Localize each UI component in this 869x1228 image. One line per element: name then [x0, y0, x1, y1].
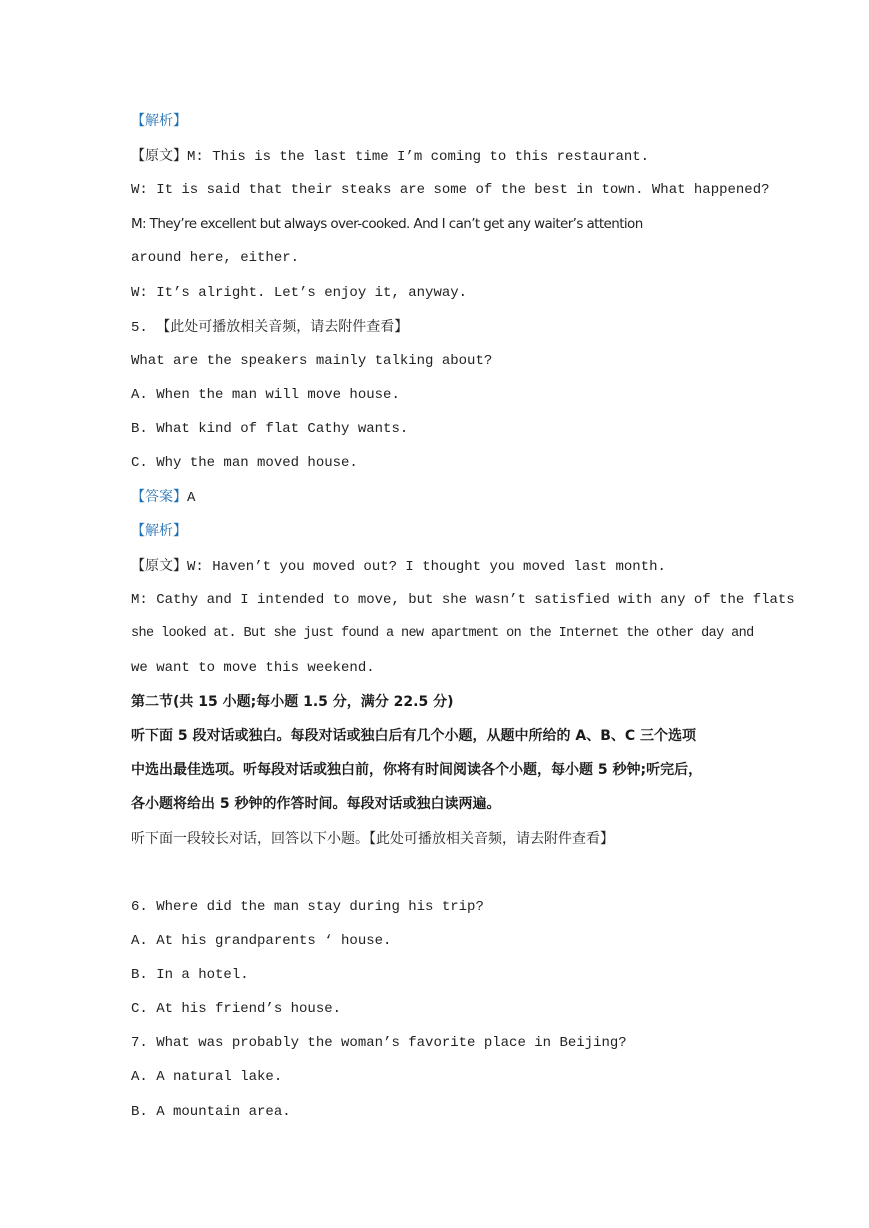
section-instructions: 各小题将给出 5 秒钟的作答时间。每段对话或独白读两遍。	[131, 796, 501, 812]
section-instructions: 中选出最佳选项。听每段对话或独白前，你将有时间阅读各个小题，每小题 5 秒钟;听完后，	[131, 762, 703, 778]
option-a: A. When the man will move house.	[131, 387, 400, 403]
option-b: B. A mountain area.	[131, 1104, 291, 1120]
answer-value: A	[187, 490, 196, 506]
option-b: B. In a hotel.	[131, 967, 249, 983]
transcript-line: W: It’s alright. Let’s enjoy it, anyway.	[131, 285, 468, 301]
question-7-text: 7. What was probably the woman’s favorite place in Beijing?	[131, 1035, 627, 1051]
audio-note: 【此处可播放相关音频，请去附件查看】	[156, 319, 409, 335]
question-6-text: 6. Where did the man stay during his trip?	[131, 899, 484, 915]
transcript-line: around here, either.	[131, 250, 300, 266]
transcript-text: W: Haven’t you moved out? I thought you moved last month.	[187, 559, 666, 575]
transcript-tag: 【原文】	[131, 558, 187, 574]
section-title: 第二节(共 15 小题;每小题 1.5 分，满分 22.5 分)	[131, 694, 454, 710]
option-c: C. At his friend’s house.	[131, 1001, 342, 1017]
transcript-tag: 【原文】	[131, 148, 187, 164]
transcript-line: W: It is said that their steaks are some of the best in town. What happened?	[131, 182, 770, 198]
question-5-header	[131, 317, 408, 338]
transcript-text: M: This is the last time I’m coming to this restaurant.	[187, 149, 650, 165]
transcript-line: M: Cathy and I intended to move, but she wasn’t satisfied with any of the flats	[131, 592, 795, 608]
option-a: A. At his grandparents ‘ house.	[131, 933, 392, 949]
answer-tag: 【答案】	[131, 489, 187, 505]
option-a: A. A natural lake.	[131, 1069, 283, 1085]
transcript-line: we want to move this weekend.	[131, 660, 375, 676]
option-c: C. Why the man moved house.	[131, 455, 358, 471]
answer-line	[131, 487, 195, 508]
section-instructions: 听下面 5 段对话或独白。每段对话或独白后有几个小题，从题中所给的 A、B、C 三个选项	[131, 728, 697, 744]
transcript-line	[131, 556, 666, 577]
question-number: 5.	[131, 320, 148, 336]
analysis-tag: 【解析】	[131, 113, 187, 129]
question-5-text: What are the speakers mainly talking about?	[131, 353, 493, 369]
listen-note: 听下面一段较长对话，回答以下小题。【此处可播放相关音频，请去附件查看】	[131, 831, 614, 847]
option-b: B. What kind of flat Cathy wants.	[131, 421, 409, 437]
transcript-line	[131, 146, 649, 167]
analysis-tag: 【解析】	[131, 523, 187, 539]
transcript-line: she looked at. But she just found a new apartment on the Internet the other day and	[131, 626, 754, 641]
transcript-line: M: They’re excellent but always over-cooked. And I can’t get any waiter’s attention	[131, 216, 643, 232]
